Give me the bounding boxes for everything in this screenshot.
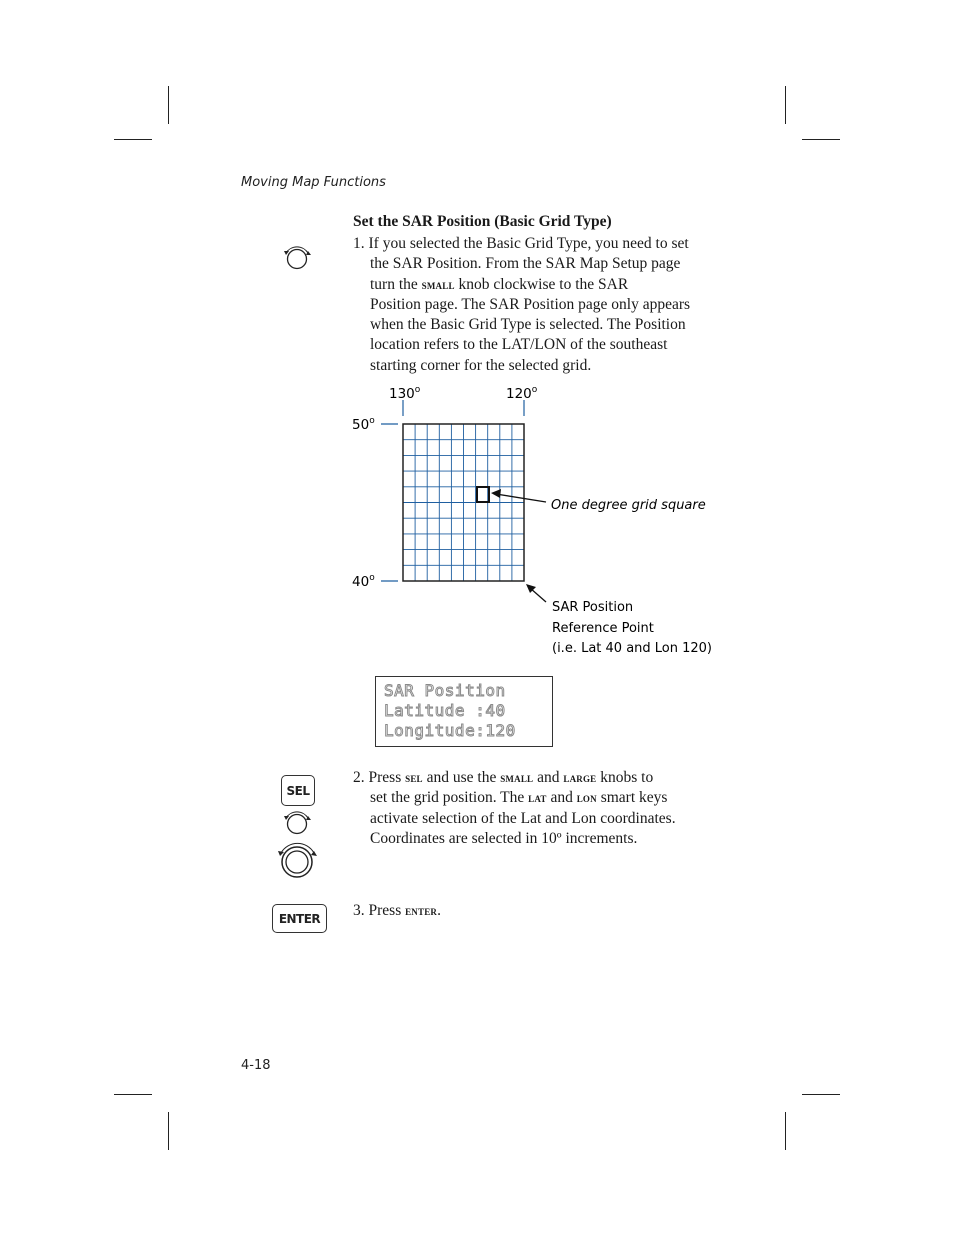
small-knob-icon — [280, 244, 316, 274]
crop-mark — [785, 86, 786, 124]
grid-square-label: One degree grid square — [551, 498, 706, 513]
crop-mark — [114, 1094, 152, 1095]
crop-mark — [168, 86, 169, 124]
enter-key[interactable]: ENTER — [272, 904, 327, 933]
section-title: Set the SAR Position (Basic Grid Type) — [353, 213, 612, 230]
one-degree-grid-square — [477, 487, 489, 502]
crop-mark — [168, 1112, 169, 1150]
lon-label-left: 130$^o$ — [389, 385, 421, 402]
grid-square-arrow-line — [496, 494, 546, 502]
ref-point-label-1: SAR Position — [552, 600, 634, 615]
crop-mark — [802, 139, 840, 140]
step-2-text: 2. Press sel and use the small and large knobs to set the grid position. The lat and lon smart keys activate selection of the Lat and Lon coordinates. Coordinates are selected in 10º increments. — [353, 769, 676, 847]
crop-mark — [785, 1112, 786, 1150]
page-number: 4-18 — [241, 1058, 271, 1073]
sel-key[interactable]: SEL — [281, 775, 315, 806]
lcd-line-2: Latitude :40 — [384, 701, 506, 720]
lat-label-bottom: 40$^o$ — [352, 573, 375, 590]
running-header: Moving Map Functions — [241, 175, 386, 190]
step-3-text: 3. Press enter. — [353, 902, 441, 919]
large-knob-icon — [274, 842, 322, 882]
sar-position-lcd — [375, 676, 553, 747]
ref-point-label-3: (i.e. Lat 40 and Lon 120) — [552, 641, 713, 656]
lon-label-right: 120$^o$ — [506, 385, 538, 402]
lcd-line-3: Longitude:120 — [384, 721, 516, 740]
crop-mark — [114, 139, 152, 140]
sar-grid-diagram — [340, 380, 730, 670]
small-knob-icon — [280, 809, 316, 839]
grid-lines — [403, 424, 524, 581]
crop-mark — [802, 1094, 840, 1095]
lat-label-top: 50$^o$ — [352, 416, 375, 433]
lcd-line-1: SAR Position — [384, 681, 506, 700]
step-1-text: 1. If you selected the Basic Grid Type, you need to set the SAR Position. From the SAR Map Setup page turn the small knob clockwise to the SAR Position page. The SAR Position page only appears when the Basic Grid Type is selected. The Position location refers to the LAT/LON of the southeast starting corner for the selected grid. — [353, 235, 691, 374]
ref-point-label-2: Reference Point — [552, 621, 654, 636]
grid-square-arrow-head — [491, 489, 501, 498]
